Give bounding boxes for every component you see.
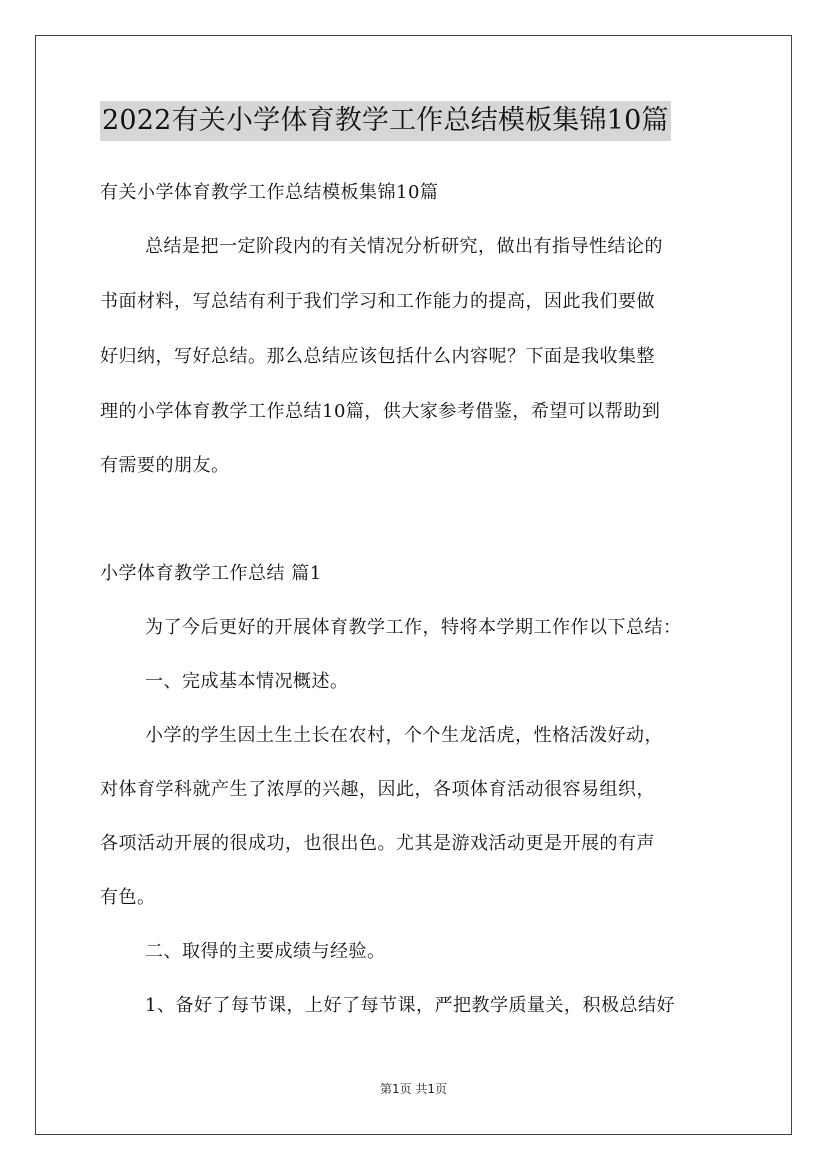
body-line: 各项活动开展的很成功，也很出色。尤其是游戏活动更是开展的有声 bbox=[100, 833, 655, 854]
section-heading: 小学体育教学工作总结 篇1 bbox=[100, 563, 322, 584]
body-line: 小学的学生因土生土长在农村，个个生龙活虎，性格活泼好动， bbox=[145, 725, 663, 746]
list-heading: 二、取得的主要成绩与经验。 bbox=[145, 941, 386, 962]
document-title: 2022有关小学体育教学工作总结模板集锦10篇 bbox=[100, 101, 671, 141]
subtitle-line: 有关小学体育教学工作总结模板集锦10篇 bbox=[100, 182, 439, 203]
list-heading: 一、完成基本情况概述。 bbox=[145, 671, 349, 692]
page-footer: 第1页 共1页 bbox=[379, 1082, 448, 1096]
body-line: 好归纳，写好总结。那么总结应该包括什么内容呢？下面是我收集整 bbox=[100, 346, 655, 367]
body-line: 1、备好了每节课，上好了每节课，严把教学质量关，积极总结好 bbox=[145, 995, 675, 1016]
body-line: 理的小学体育教学工作总结10篇，供大家参考借鉴，希望可以帮助到 bbox=[100, 401, 661, 422]
body-line: 有色。 bbox=[100, 887, 156, 908]
body-line: 为了今后更好的开展体育教学工作，特将本学期工作作以下总结： bbox=[145, 617, 682, 638]
body-line: 总结是把一定阶段内的有关情况分析研究，做出有指导性结论的 bbox=[145, 236, 663, 257]
body-line: 对体育学科就产生了浓厚的兴趣，因此，各项体育活动很容易组织， bbox=[100, 779, 655, 800]
body-line: 书面材料，写总结有利于我们学习和工作能力的提高，因此我们要做 bbox=[100, 291, 655, 312]
body-line: 有需要的朋友。 bbox=[100, 455, 230, 476]
